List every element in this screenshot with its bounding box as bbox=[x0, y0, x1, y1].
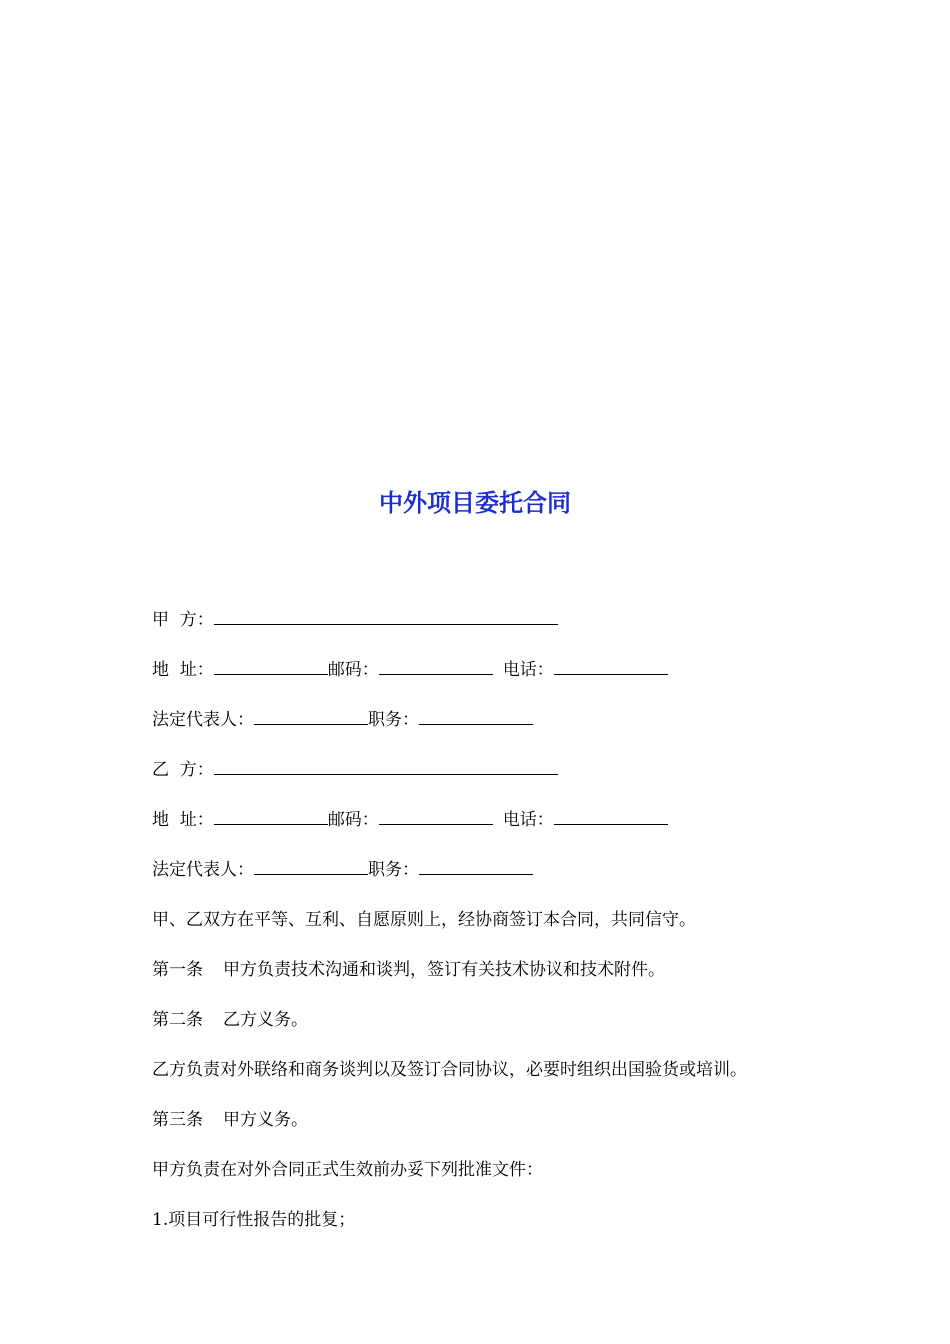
party-a-phone-blank[interactable] bbox=[554, 658, 668, 675]
list-item-1: 1.项目可行性报告的批复； bbox=[152, 1210, 356, 1230]
party-b-phone-label: 电话： bbox=[502, 810, 554, 830]
party-b-postcode-label: 邮码： bbox=[327, 810, 379, 830]
party-b-rep-blank[interactable] bbox=[254, 858, 368, 875]
party-b-label: 乙 方： bbox=[152, 760, 214, 780]
party-a-name-blank[interactable] bbox=[214, 608, 558, 625]
party-a-address-label: 地 址： bbox=[152, 660, 214, 680]
article-2 bbox=[152, 1008, 308, 1032]
party-a-rep-label: 法定代表人： bbox=[152, 710, 254, 730]
article-1 bbox=[152, 958, 665, 982]
party-b-representative-line bbox=[152, 858, 533, 882]
party-a-postcode-blank[interactable] bbox=[379, 658, 493, 675]
party-b-phone-blank[interactable] bbox=[554, 808, 668, 825]
party-b-name-blank[interactable] bbox=[214, 758, 558, 775]
party-a-title-blank[interactable] bbox=[419, 708, 533, 725]
party-a-line bbox=[152, 608, 558, 632]
party-b-address-line bbox=[152, 808, 668, 832]
party-a-phone-label: 电话： bbox=[502, 660, 554, 680]
party-a-label: 甲 方： bbox=[152, 610, 214, 630]
party-a-address-line bbox=[152, 658, 668, 682]
party-a-title-label: 职务： bbox=[368, 710, 419, 730]
party-b-address-blank[interactable] bbox=[214, 808, 328, 825]
article-3-text: 甲方义务。 bbox=[223, 1110, 308, 1130]
party-b-title-blank[interactable] bbox=[419, 858, 533, 875]
document-title: 中外项目委托合同 bbox=[379, 489, 571, 517]
article-1-text: 甲方负责技术沟通和谈判，签订有关技术协议和技术附件。 bbox=[223, 960, 665, 980]
party-a-postcode-label: 邮码： bbox=[327, 660, 379, 680]
party-b-title-label: 职务： bbox=[368, 860, 419, 880]
party-a-address-blank[interactable] bbox=[214, 658, 328, 675]
article-3-number: 第三条 bbox=[152, 1110, 203, 1130]
article-2-detail: 乙方负责对外联络和商务谈判以及签订合同协议，必要时组织出国验货或培训。 bbox=[152, 1060, 747, 1080]
article-3 bbox=[152, 1108, 308, 1132]
party-a-representative-line bbox=[152, 708, 533, 732]
article-2-number: 第二条 bbox=[152, 1010, 203, 1030]
preamble-paragraph: 甲、乙双方在平等、互利、自愿原则上，经协商签订本合同，共同信守。 bbox=[152, 910, 696, 930]
party-a-rep-blank[interactable] bbox=[254, 708, 368, 725]
party-b-address-label: 地 址： bbox=[152, 810, 214, 830]
article-1-number: 第一条 bbox=[152, 960, 203, 980]
party-b-line bbox=[152, 758, 558, 782]
article-3-detail: 甲方负责在对外合同正式生效前办妥下列批准文件： bbox=[152, 1160, 543, 1180]
article-2-text: 乙方义务。 bbox=[223, 1010, 308, 1030]
party-b-postcode-blank[interactable] bbox=[379, 808, 493, 825]
party-b-rep-label: 法定代表人： bbox=[152, 860, 254, 880]
